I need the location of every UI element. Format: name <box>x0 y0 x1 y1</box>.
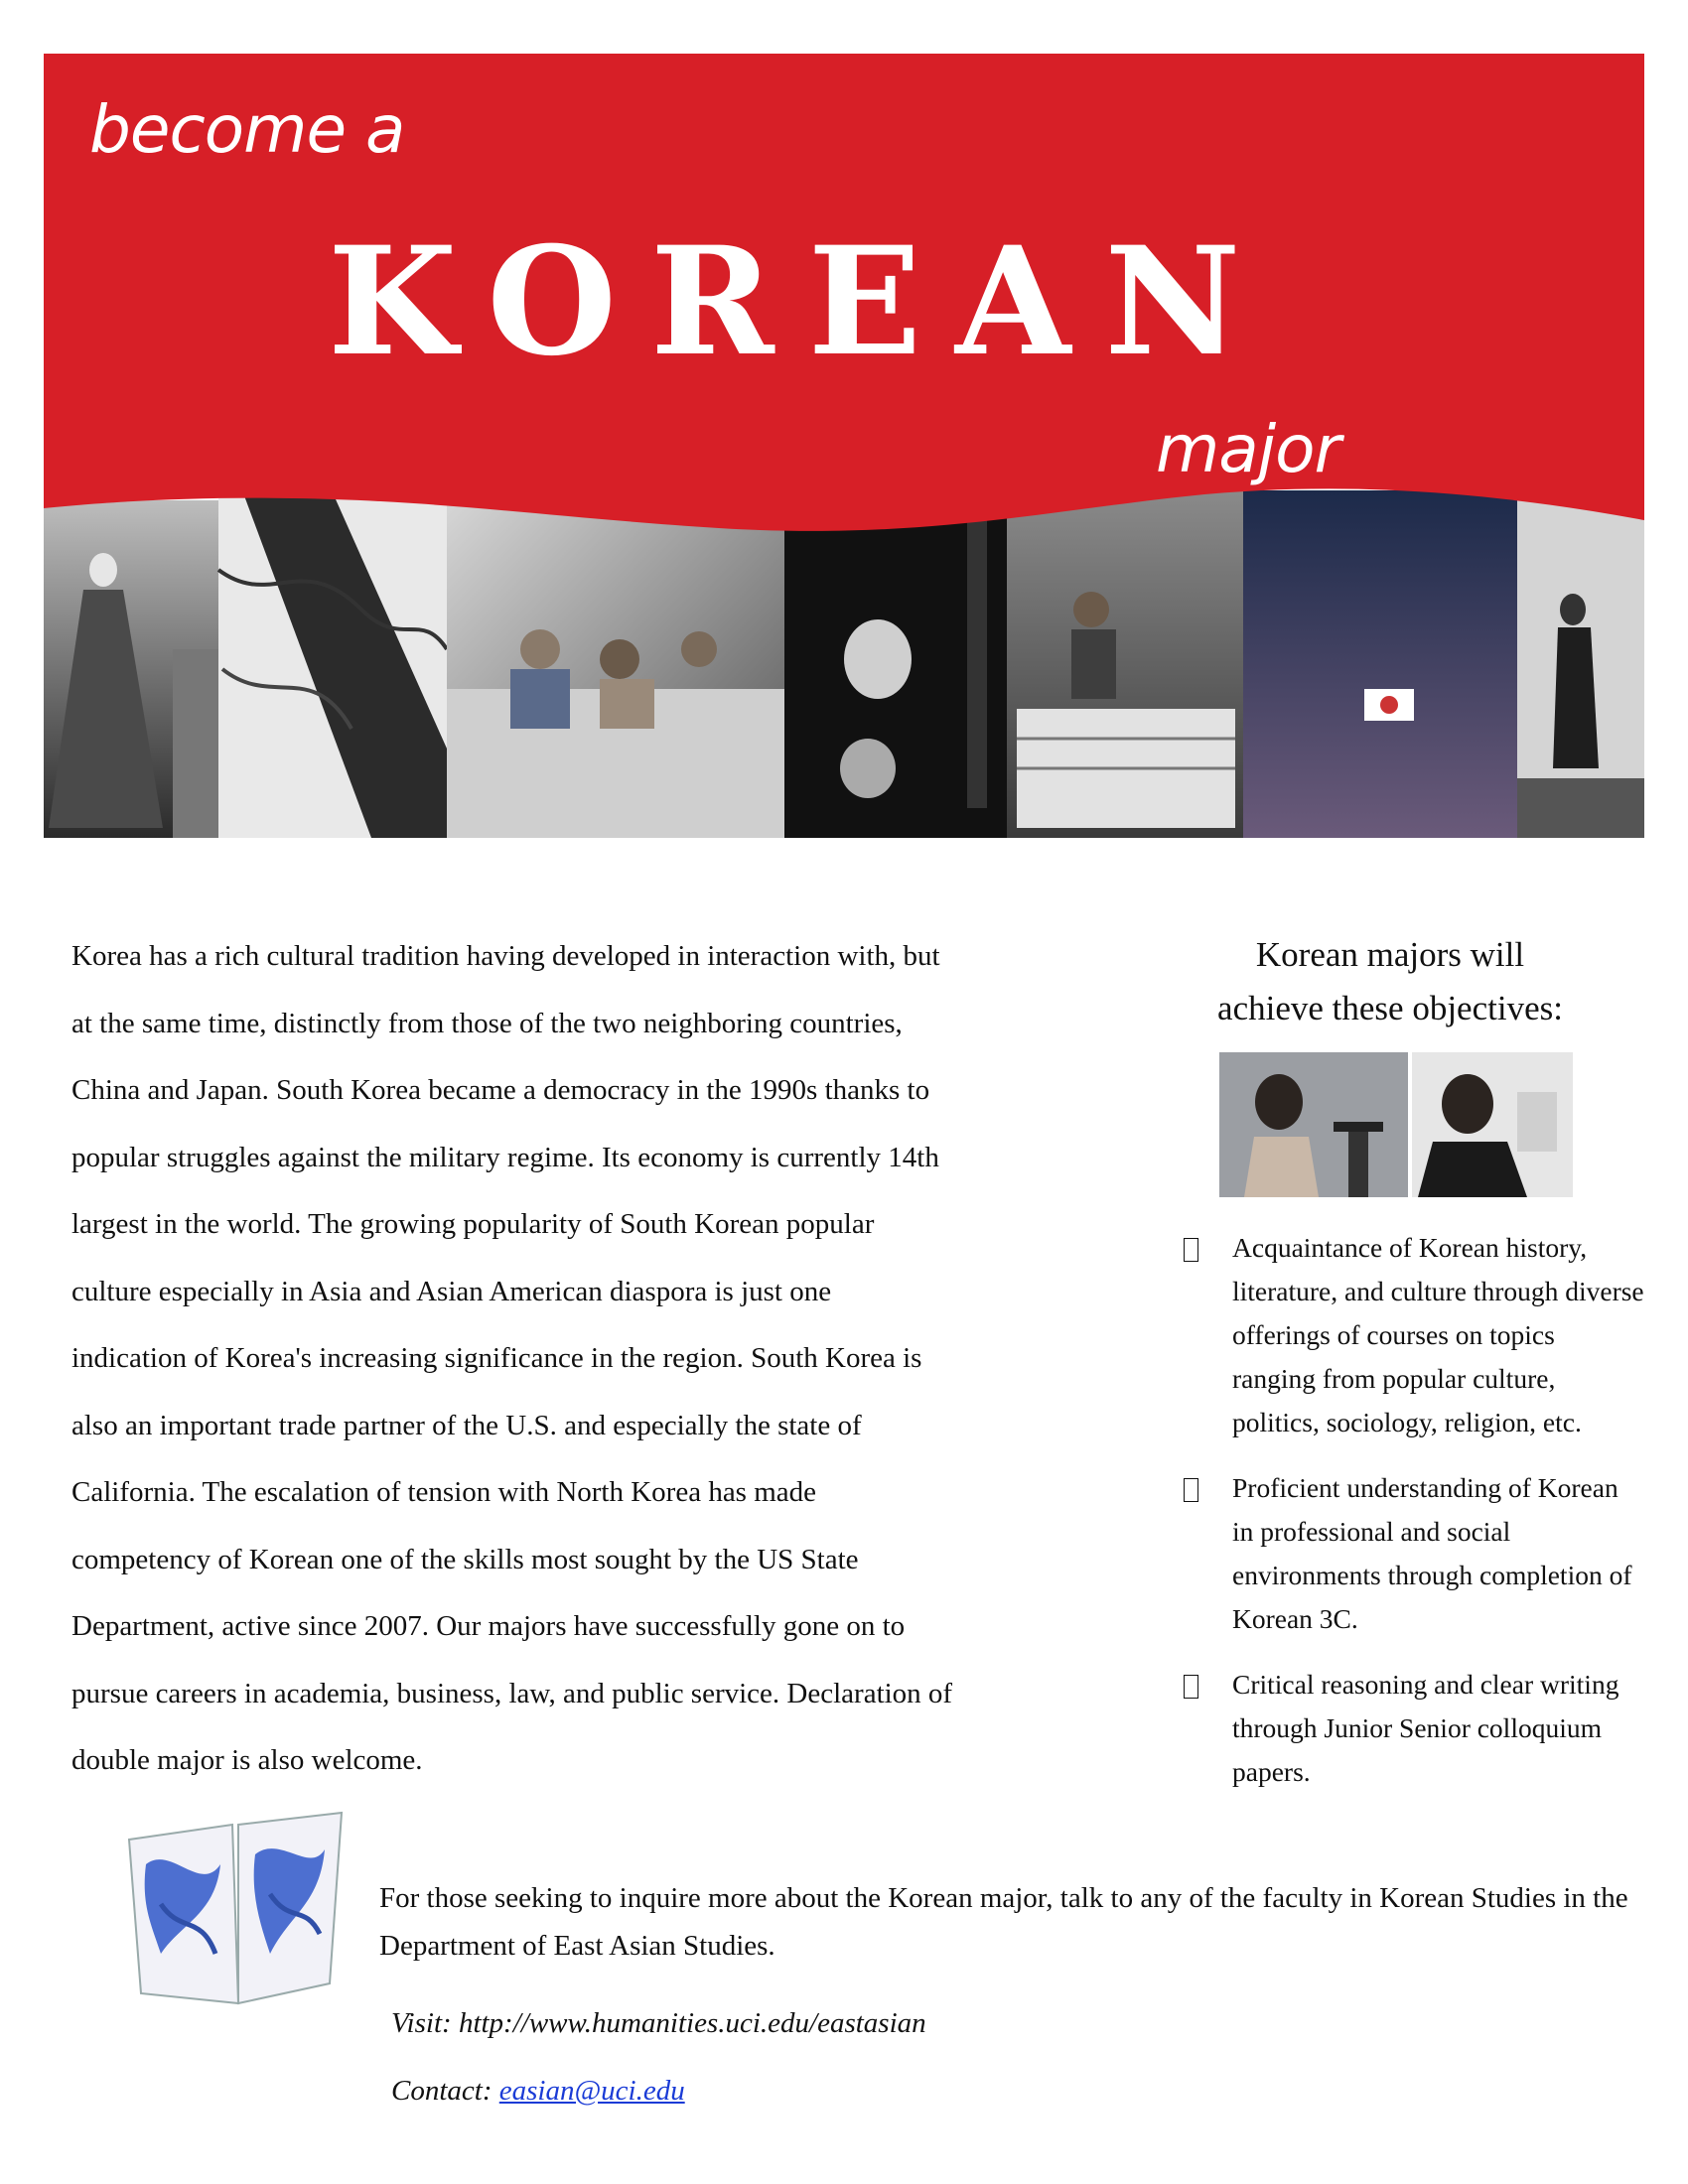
vintage-actress-photo <box>1517 490 1644 838</box>
objectives-list <box>1178 1226 1644 1816</box>
visit-url-link[interactable]: http://www.humanities.uci.edu/eastasian <box>458 2007 926 2039</box>
classroom-photo <box>447 490 784 838</box>
paragraph-line: California. The escalation of tension with North Korea has made <box>71 1476 817 1508</box>
photo-collage-strip <box>44 54 1644 838</box>
bullet-box-icon <box>1184 1238 1198 1262</box>
banner-line-major: major <box>1156 411 1340 487</box>
objectives-heading-line-2: achieve these objectives: <box>1217 989 1563 1027</box>
objective-text: Proficient understanding of Korean in professional and social environments through completion of Korean 3C. <box>1232 1472 1632 1634</box>
visit-line <box>391 2007 926 2040</box>
header-banner <box>44 54 1644 838</box>
paragraph-line: double major is also welcome. <box>71 1744 423 1776</box>
paragraph-line: Department, active since 2007. Our majors have successfully gone on to <box>71 1610 906 1642</box>
student-at-podium-photo <box>1219 1052 1408 1197</box>
crowd-protest-photo <box>1243 490 1517 838</box>
paragraph-line: competency of Korean one of the skills most sought by the US State <box>71 1543 859 1575</box>
banner-line-become: become a <box>89 91 405 168</box>
film-poster-photo <box>784 490 1007 838</box>
paragraph-line: largest in the world. The growing popularity of South Korean popular <box>71 1208 875 1240</box>
intro-paragraph <box>71 923 1094 1795</box>
objective-item <box>1178 1466 1644 1641</box>
inquire-text: For those seeking to inquire more about the Korean major, talk to any of the faculty in Korean Studies in the Department of East Asian Studies. <box>379 1882 1628 1962</box>
visit-label: Visit: <box>391 2007 452 2039</box>
objective-text: Acquaintance of Korean history, literature, and culture through diverse offerings of courses on topics ranging from popular culture, politics, sociology, religion, etc. <box>1232 1232 1644 1437</box>
objective-text: Critical reasoning and clear writing through Junior Senior colloquium papers. <box>1232 1669 1619 1787</box>
paragraph-line: China and Japan. South Korea became a democracy in the 1990s thanks to <box>71 1074 930 1106</box>
banner-headline: KOREAN <box>328 214 1275 389</box>
objective-item <box>1178 1663 1644 1794</box>
contact-line <box>391 2075 685 2108</box>
student-reading-photo <box>1412 1052 1573 1197</box>
paragraph-line: Korea has a rich cultural tradition having developed in interaction with, but <box>71 940 940 972</box>
bookstore-photo <box>1007 490 1243 838</box>
comic-film-strip-photo <box>218 490 447 838</box>
paragraph-line: also an important trade partner of the U.S. and especially the state of <box>71 1409 862 1441</box>
contact-label: Contact: <box>391 2075 492 2107</box>
paragraph-line: pursue careers in academia, business, law, and public service. Declaration of <box>71 1677 953 1709</box>
paragraph-line: indication of Korea's increasing significance in the region. South Korea is <box>71 1342 922 1374</box>
bullet-box-icon <box>1184 1675 1198 1699</box>
bullet-box-icon <box>1184 1478 1198 1502</box>
contact-email-link[interactable]: easian@uci.edu <box>498 2075 685 2107</box>
paragraph-line: popular struggles against the military regime. Its economy is currently 14th <box>71 1141 939 1173</box>
objectives-heading-line-1: Korean majors will <box>1255 935 1525 974</box>
paragraph-line: at the same time, distinctly from those of the two neighboring countries, <box>71 1007 903 1039</box>
objectives-heading <box>1162 928 1618 1035</box>
hanbok-woman-photo <box>44 500 218 838</box>
objective-item <box>1178 1226 1644 1444</box>
open-book-illustration <box>121 1805 350 2013</box>
objectives-photos <box>1219 1052 1573 1197</box>
paragraph-line: culture especially in Asia and Asian American diaspora is just one <box>71 1275 832 1307</box>
